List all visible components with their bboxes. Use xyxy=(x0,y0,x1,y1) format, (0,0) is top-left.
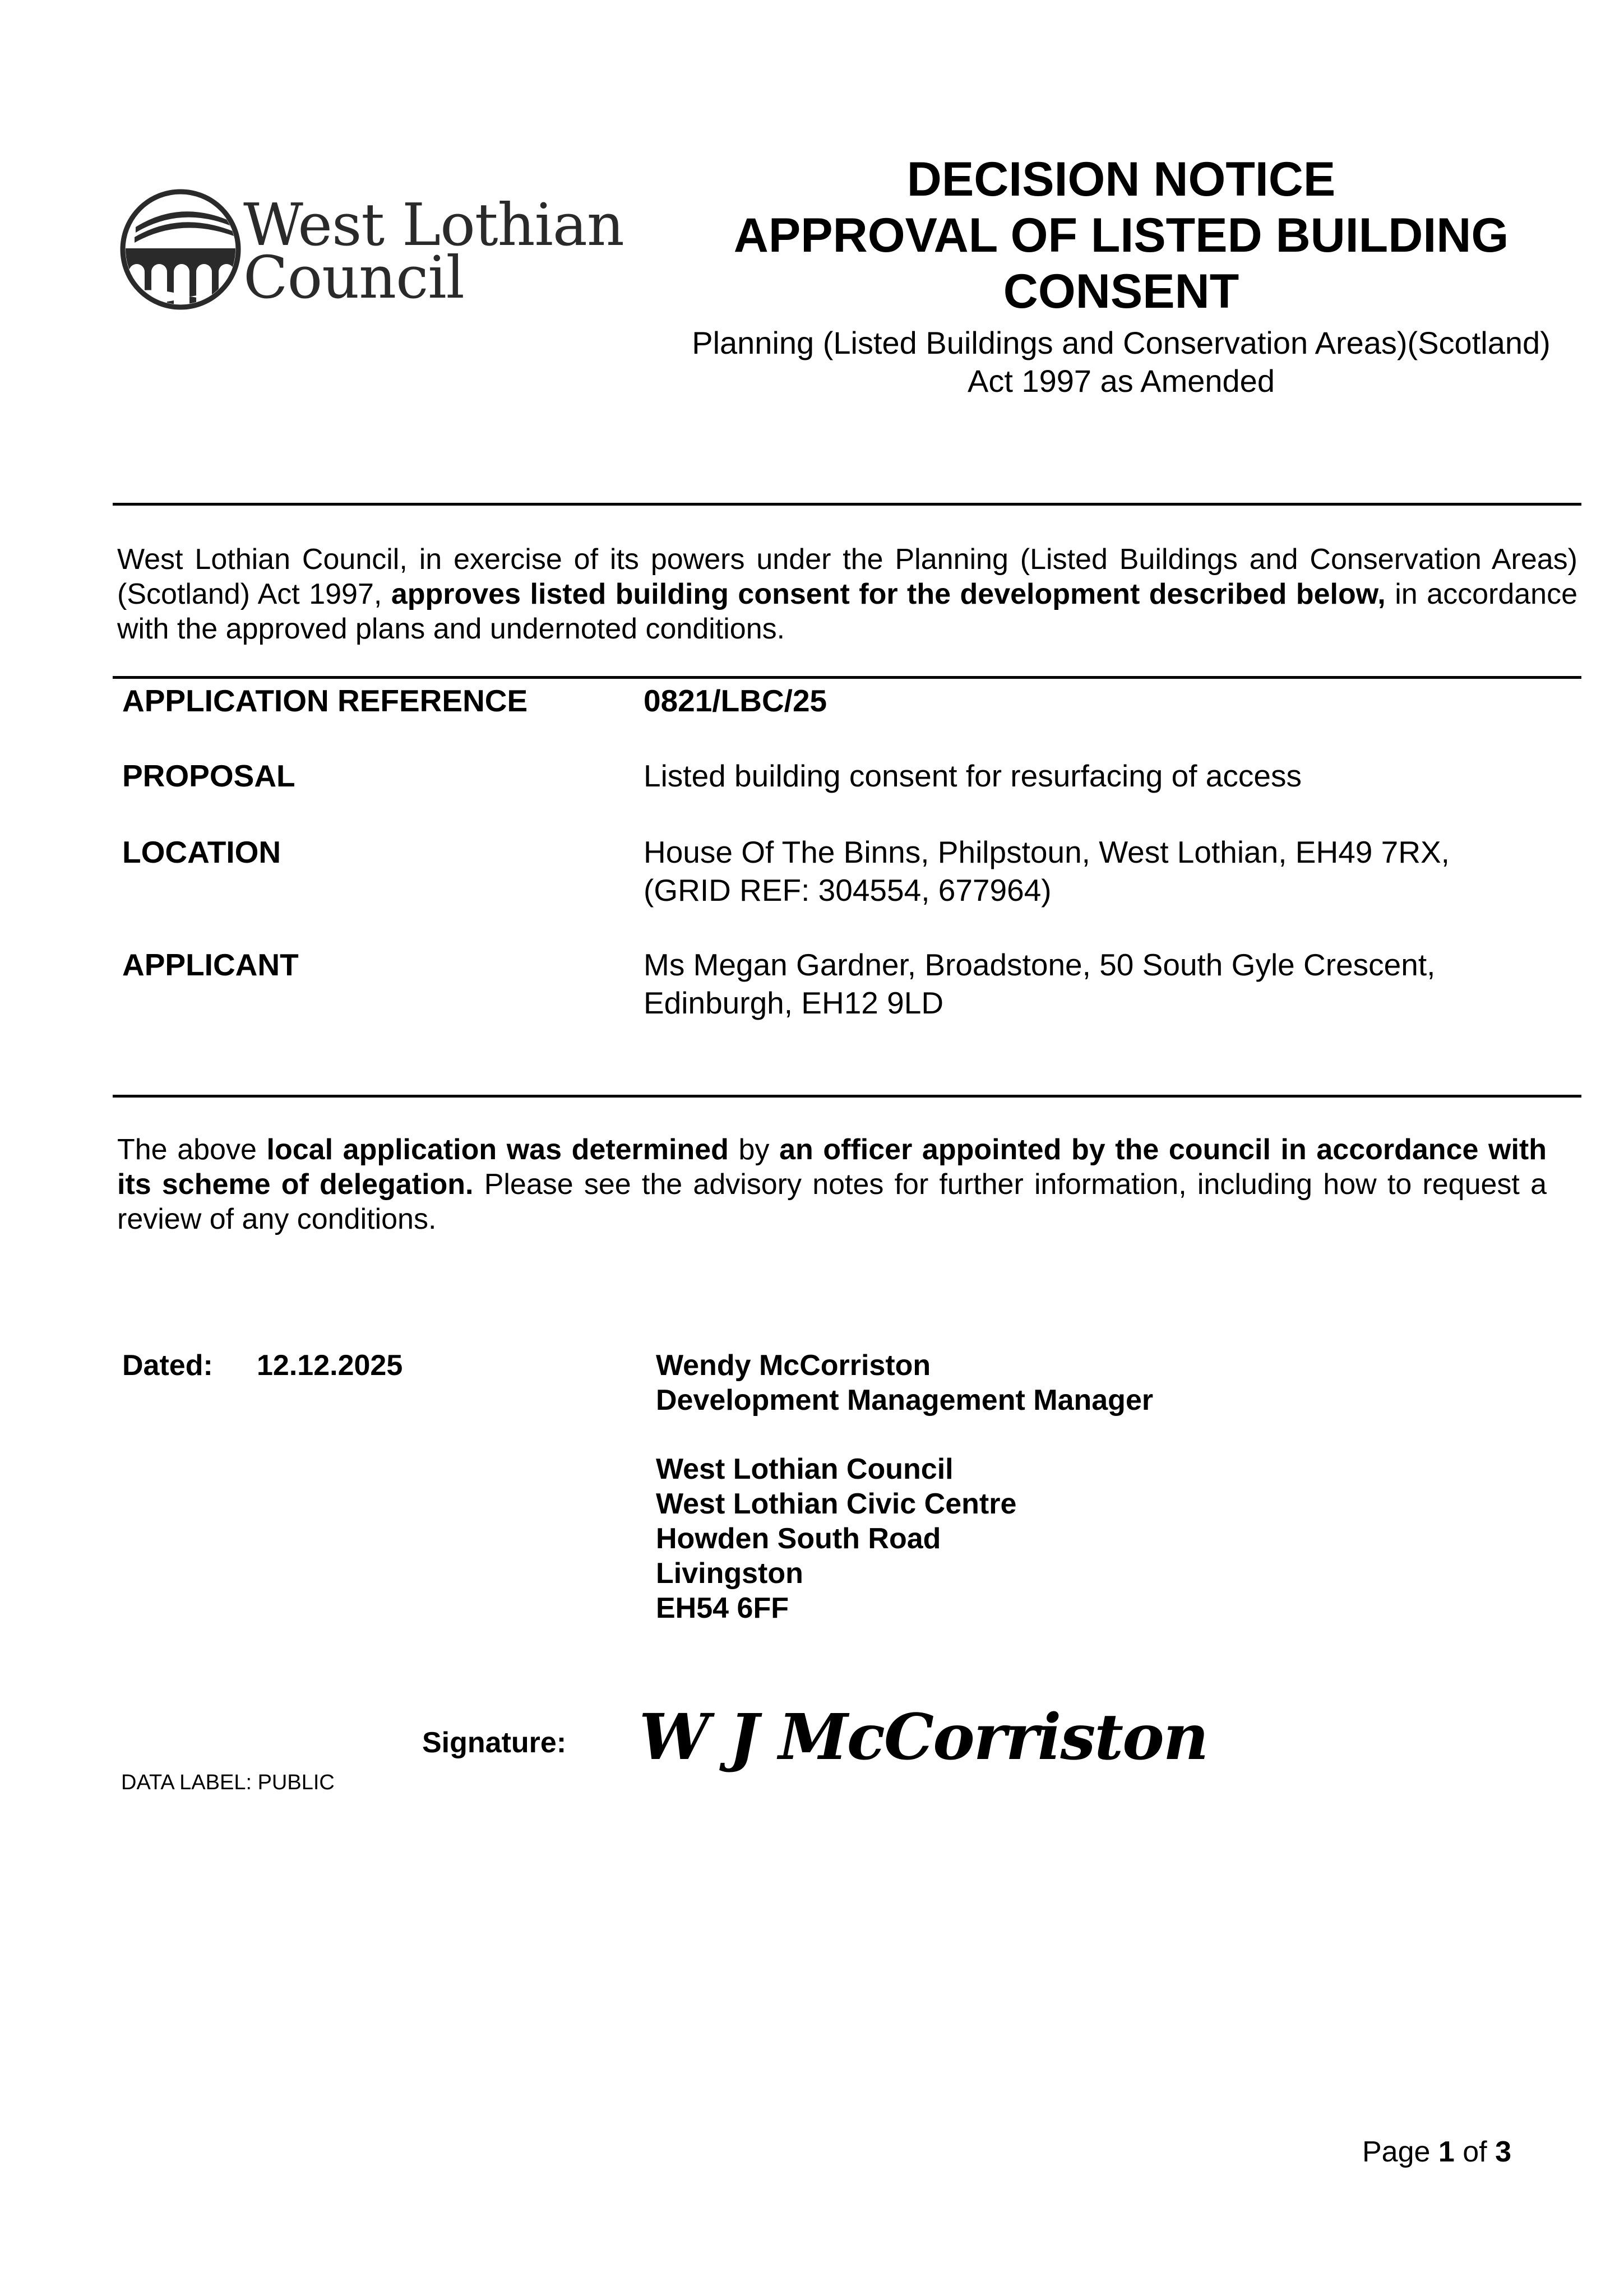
page-mid: of xyxy=(1454,2136,1496,2168)
intro-text: West Lothian Council, in exercise of its powers under the Planning (Listed Buildings and Conservation Areas)(Scotland) Act 1997, xyxy=(117,543,1577,610)
act-subtitle-line2: Act 1997 as Amended xyxy=(968,363,1275,399)
application-reference-value: 0821/LBC/25 xyxy=(644,683,827,718)
data-label: DATA LABEL: PUBLIC xyxy=(121,1771,335,1794)
address-line-4: Livingston xyxy=(656,1557,803,1590)
application-reference-label: APPLICATION REFERENCE xyxy=(122,683,528,718)
location-value-line1: House Of The Binns, Philpstoun, West Lothian, EH49 7RX, xyxy=(644,835,1450,869)
act-subtitle-line1: Planning (Listed Buildings and Conservation Areas)(Scotland) xyxy=(692,325,1551,360)
approval-title-cont: CONSENT xyxy=(1003,265,1239,318)
divider-details xyxy=(113,676,1581,679)
dated-label: Dated: xyxy=(122,1349,213,1382)
address-line-5: EH54 6FF xyxy=(656,1592,789,1624)
address-line-2: West Lothian Civic Centre xyxy=(656,1488,1017,1520)
location-value-line2: (GRID REF: 304554, 677964) xyxy=(644,873,1052,908)
page-number xyxy=(1362,2135,1511,2169)
determination-paragraph xyxy=(117,1132,1547,1237)
viaduct-emblem-icon xyxy=(119,188,242,311)
logo-text-line2: Council xyxy=(243,243,464,312)
determination-text-1: The above xyxy=(117,1133,267,1166)
applicant-label: APPLICANT xyxy=(122,947,299,982)
proposal-label: PROPOSAL xyxy=(122,758,295,793)
intro-text-end: in accordance with the approved plans and undernoted conditions. xyxy=(117,578,1577,645)
address-line-3: Howden South Road xyxy=(656,1522,941,1555)
divider-bottom xyxy=(113,1095,1581,1098)
determination-text-2: by xyxy=(728,1133,780,1166)
officer-title: Development Management Manager xyxy=(656,1384,1154,1417)
approval-title: APPROVAL OF LISTED BUILDING xyxy=(733,209,1509,262)
intro-paragraph xyxy=(117,542,1577,646)
dated-value: 12.12.2025 xyxy=(257,1349,403,1382)
officer-name: Wendy McCorriston xyxy=(656,1349,931,1382)
page-current: 1 xyxy=(1438,2136,1455,2168)
applicant-value-line1: Ms Megan Gardner, Broadstone, 50 South Gyle Crescent, xyxy=(644,947,1436,982)
determination-text-3: Please see the advisory notes for further information, including how to request a review of any conditions. xyxy=(117,1168,1547,1235)
determination-bold-2: an officer appointed by the council in accordance with its scheme of delegation. xyxy=(117,1133,1547,1201)
council-logo xyxy=(119,188,624,312)
divider-top xyxy=(113,503,1581,506)
determination-bold-1: local application was determined xyxy=(266,1133,729,1166)
handwritten-signature: W J McCorriston xyxy=(639,1701,1208,1774)
logo-text-line1: West Lothian xyxy=(243,191,624,259)
proposal-value: Listed building consent for resurfacing of access xyxy=(644,758,1302,793)
applicant-value-line2: Edinburgh, EH12 9LD xyxy=(644,985,944,1020)
document-header xyxy=(617,151,1624,400)
notice-title: DECISION NOTICE xyxy=(906,152,1336,206)
signature-label: Signature: xyxy=(422,1726,567,1759)
location-label: LOCATION xyxy=(122,835,281,869)
page-prefix: Page xyxy=(1362,2136,1438,2168)
page-total: 3 xyxy=(1495,2136,1511,2168)
intro-bold-text: approves listed building consent for the development described below, xyxy=(391,578,1386,610)
address-line-1: West Lothian Council xyxy=(656,1453,954,1485)
